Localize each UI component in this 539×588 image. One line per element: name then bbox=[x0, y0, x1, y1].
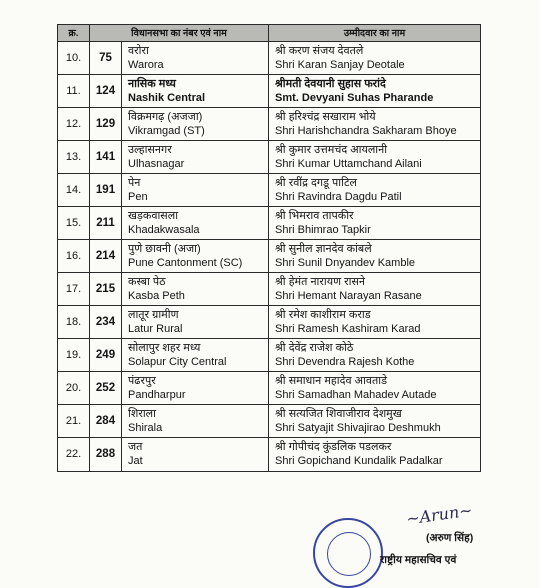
constituency-hindi: कस्बा पेठ bbox=[128, 276, 166, 288]
constituency-hindi: वरोरा bbox=[128, 45, 149, 57]
constituency-english: Shirala bbox=[128, 422, 163, 434]
row-candidate bbox=[269, 108, 480, 140]
row-sr: 14. bbox=[58, 174, 90, 206]
row-sr: 22. bbox=[58, 438, 90, 471]
row-constituency-no: 234 bbox=[90, 306, 122, 338]
row-constituency-no: 284 bbox=[90, 405, 122, 437]
constituency-english: Jat bbox=[128, 455, 143, 467]
row-constituency-name bbox=[122, 240, 269, 272]
table-row bbox=[58, 240, 480, 273]
candidate-hindi: श्री सुनील ज्ञानदेव कांबले bbox=[275, 243, 372, 255]
candidate-english: Shri Hemant Narayan Rasane bbox=[275, 290, 422, 302]
candidate-english: Shri Ramesh Kashiram Karad bbox=[275, 323, 421, 335]
candidate-english: Shri Ravindra Dagdu Patil bbox=[275, 191, 402, 203]
row-candidate bbox=[269, 372, 480, 404]
row-constituency-no: 129 bbox=[90, 108, 122, 140]
candidate-hindi: श्री सत्यजित शिवाजीराव देशमुख bbox=[275, 408, 402, 420]
header-candidate: उम्मीदवार का नाम bbox=[343, 28, 406, 39]
constituency-english: Solapur City Central bbox=[128, 356, 227, 368]
constituency-hindi: पुणे छावनी (अजा) bbox=[128, 243, 201, 255]
table-row bbox=[58, 339, 480, 372]
constituency-hindi: विक्रमगढ़ (अजजा) bbox=[128, 111, 203, 123]
constituency-english: Ulhasnagar bbox=[128, 158, 185, 170]
candidate-english: Shri Sunil Dnyandev Kamble bbox=[275, 257, 416, 269]
table-row bbox=[58, 108, 480, 141]
candidate-hindi: श्री देवेंद्र राजेश कोठे bbox=[275, 342, 354, 354]
constituency-hindi: पेन bbox=[128, 177, 141, 189]
row-constituency-no: 288 bbox=[90, 438, 122, 471]
constituency-hindi: लातूर ग्रामीण bbox=[128, 309, 179, 321]
office-stamp bbox=[313, 518, 383, 588]
table-row bbox=[58, 405, 480, 438]
row-candidate bbox=[269, 339, 480, 371]
constituency-hindi: पंढरपुर bbox=[128, 375, 156, 387]
row-constituency-no: 75 bbox=[90, 42, 122, 74]
row-constituency-name bbox=[122, 207, 269, 239]
row-constituency-no: 249 bbox=[90, 339, 122, 371]
candidate-hindi: श्री रमेश काशीराम कराड bbox=[275, 309, 371, 321]
signatory-title: राष्ट्रीय महासचिव एवं bbox=[380, 554, 457, 566]
row-candidate bbox=[269, 42, 480, 74]
row-candidate bbox=[269, 141, 480, 173]
row-sr: 20. bbox=[58, 372, 90, 404]
candidate-hindi: श्री समाधान महादेव आवताडे bbox=[275, 375, 387, 387]
table-row bbox=[58, 273, 480, 306]
row-constituency-name bbox=[122, 42, 269, 74]
table-row bbox=[58, 42, 480, 75]
row-sr: 15. bbox=[58, 207, 90, 239]
row-constituency-no: 252 bbox=[90, 372, 122, 404]
row-constituency-no: 141 bbox=[90, 141, 122, 173]
constituency-hindi: खड़कवासला bbox=[128, 210, 179, 222]
header-constituency: विधानसभा का नंबर एवं नाम bbox=[90, 25, 269, 41]
table-header bbox=[58, 25, 480, 42]
constituency-english: Pune Cantonment (SC) bbox=[128, 257, 243, 269]
constituency-hindi: शिराला bbox=[128, 408, 156, 420]
row-sr: 17. bbox=[58, 273, 90, 305]
row-constituency-name bbox=[122, 75, 269, 107]
row-constituency-name bbox=[122, 108, 269, 140]
table-row bbox=[58, 207, 480, 240]
candidate-english: Shri Devendra Rajesh Kothe bbox=[275, 356, 415, 368]
row-sr: 11. bbox=[58, 75, 90, 107]
candidate-hindi: श्री हरिश्चंद्र सखाराम भोये bbox=[275, 111, 376, 123]
row-sr: 13. bbox=[58, 141, 90, 173]
row-constituency-no: 124 bbox=[90, 75, 122, 107]
row-sr: 19. bbox=[58, 339, 90, 371]
row-sr: 18. bbox=[58, 306, 90, 338]
row-constituency-name bbox=[122, 273, 269, 305]
row-sr: 10. bbox=[58, 42, 90, 74]
row-constituency-name bbox=[122, 174, 269, 206]
table-row bbox=[58, 75, 480, 108]
candidate-hindi: श्री गोपीचंद कुंडलिक पडलकर bbox=[275, 441, 392, 453]
row-candidate bbox=[269, 207, 480, 239]
candidate-english: Shri Samadhan Mahadev Autade bbox=[275, 389, 437, 401]
row-candidate bbox=[269, 240, 480, 272]
signatory-name: (अरुण सिंह) bbox=[426, 532, 474, 544]
row-candidate bbox=[269, 273, 480, 305]
candidate-english: Shri Harishchandra Sakharam Bhoye bbox=[275, 125, 457, 137]
row-constituency-no: 211 bbox=[90, 207, 122, 239]
row-candidate bbox=[269, 405, 480, 437]
candidate-hindi: श्री कुमार उत्तमचंद आयलानी bbox=[275, 144, 388, 156]
row-constituency-name bbox=[122, 306, 269, 338]
candidate-english: Shri Bhimrao Tapkir bbox=[275, 224, 371, 236]
candidate-english: Shri Satyajit Shivajirao Deshmukh bbox=[275, 422, 441, 434]
row-candidate bbox=[269, 75, 480, 107]
candidate-english: Shri Gopichand Kundalik Padalkar bbox=[275, 455, 443, 467]
row-constituency-name bbox=[122, 405, 269, 437]
constituency-hindi: जत bbox=[128, 441, 143, 453]
constituency-english: Latur Rural bbox=[128, 323, 183, 335]
row-constituency-no: 215 bbox=[90, 273, 122, 305]
constituency-english: Kasba Peth bbox=[128, 290, 185, 302]
row-constituency-name bbox=[122, 339, 269, 371]
candidate-english: Smt. Devyani Suhas Pharande bbox=[275, 92, 434, 104]
table-row bbox=[58, 174, 480, 207]
header-sr: क्र. bbox=[58, 25, 90, 41]
candidate-english: Shri Kumar Uttamchand Ailani bbox=[275, 158, 422, 170]
table-row bbox=[58, 372, 480, 405]
signature-image: ~Arun~ bbox=[405, 500, 474, 529]
row-constituency-no: 214 bbox=[90, 240, 122, 272]
table-row bbox=[58, 306, 480, 339]
candidate-hindi: श्री करण संजय देवतले bbox=[275, 45, 364, 57]
row-sr: 21. bbox=[58, 405, 90, 437]
constituency-hindi: नासिक मध्य bbox=[128, 78, 176, 90]
row-constituency-name bbox=[122, 141, 269, 173]
table-row bbox=[58, 438, 480, 471]
constituency-english: Pen bbox=[128, 191, 148, 203]
candidate-hindi: श्री भिमराव तापकीर bbox=[275, 210, 354, 222]
candidate-english: Shri Karan Sanjay Deotale bbox=[275, 59, 405, 71]
table-row bbox=[58, 141, 480, 174]
row-constituency-name bbox=[122, 438, 269, 471]
row-candidate bbox=[269, 306, 480, 338]
candidate-hindi: श्री रवींद्र दगडू पाटिल bbox=[275, 177, 357, 189]
row-sr: 12. bbox=[58, 108, 90, 140]
row-sr: 16. bbox=[58, 240, 90, 272]
candidate-table bbox=[57, 24, 481, 472]
constituency-english: Nashik Central bbox=[128, 92, 206, 104]
candidate-hindi: श्रीमती देवयानी सुहास फरांदे bbox=[275, 78, 386, 90]
constituency-english: Khadakwasala bbox=[128, 224, 200, 236]
constituency-english: Warora bbox=[128, 59, 164, 71]
row-constituency-name bbox=[122, 372, 269, 404]
constituency-english: Vikramgad (ST) bbox=[128, 125, 205, 137]
candidate-hindi: श्री हेमंत नारायण रासने bbox=[275, 276, 366, 288]
constituency-hindi: सोलापुर शहर मध्य bbox=[128, 342, 201, 354]
row-constituency-no: 191 bbox=[90, 174, 122, 206]
constituency-hindi: उल्हासनगर bbox=[128, 144, 172, 156]
row-candidate bbox=[269, 438, 480, 471]
row-candidate bbox=[269, 174, 480, 206]
constituency-english: Pandharpur bbox=[128, 389, 186, 401]
